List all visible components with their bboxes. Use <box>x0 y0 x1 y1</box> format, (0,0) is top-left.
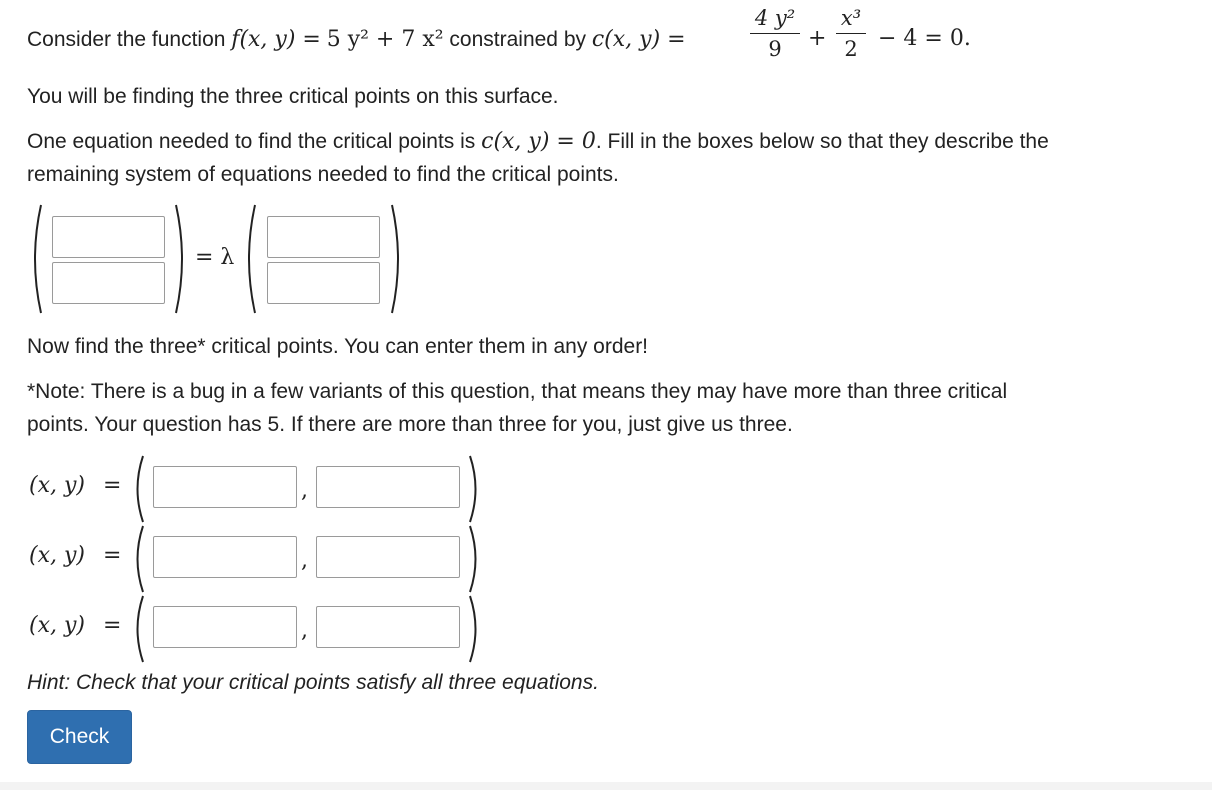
point-1-x-input[interactable] <box>153 466 297 508</box>
constraint-word: constrained by <box>449 28 587 51</box>
page-footer-strip <box>0 782 1212 790</box>
gradient-f-y-input[interactable] <box>52 262 165 304</box>
point-1-right-paren <box>466 454 484 524</box>
fraction-1 <box>750 5 800 62</box>
point-3-label: (x, y) <box>29 613 85 638</box>
constraint-tail: − 4 = 0. <box>878 26 971 51</box>
point-3-comma: , <box>301 618 308 643</box>
point-3-y-input[interactable] <box>316 606 460 648</box>
lambda-label: = λ <box>195 245 235 270</box>
point-2-x-input[interactable] <box>153 536 297 578</box>
left-paren-grad-f <box>27 203 45 315</box>
point-2-label: (x, y) <box>29 543 85 568</box>
hint-text: Hint: Check that your critical points satisfy all three equations. <box>27 671 599 694</box>
point-3-right-paren <box>466 594 484 664</box>
gradient-c-y-input[interactable] <box>267 262 380 304</box>
system-instruction-line2: remaining system of equations needed to find the critical points. <box>27 163 619 186</box>
intro-prefix: Consider the function <box>27 28 232 51</box>
function-rhs: 5 y² + 7 x² <box>326 27 444 52</box>
point-1-y-input[interactable] <box>316 466 460 508</box>
intro-text <box>27 26 686 54</box>
point-1-label: (x, y) <box>29 473 85 498</box>
point-1-comma: , <box>301 478 308 503</box>
function-lhs: f(x, y) = <box>231 27 321 52</box>
find-points-text: Now find the three* critical points. You can enter them in any order! <box>27 335 649 358</box>
system-instruction-suffix: . Fill in the boxes below so that they describe the <box>595 130 1049 153</box>
gradient-c-x-input[interactable] <box>267 216 380 258</box>
point-2-comma: , <box>301 548 308 573</box>
right-paren-grad-f <box>172 203 190 315</box>
point-3-left-paren <box>129 594 147 664</box>
fraction-1-denominator: 9 <box>768 37 782 61</box>
fraction-2-denominator: 2 <box>844 37 858 61</box>
instruction-text: You will be finding the three critical points on this surface. <box>27 85 559 108</box>
system-instruction-prefix: One equation needed to find the critical points is <box>27 130 482 153</box>
plus-sign: + <box>808 26 827 51</box>
constraint-equation: c(x, y) = 0 <box>481 129 596 154</box>
point-2-right-paren <box>466 524 484 594</box>
right-paren-grad-c <box>388 203 406 315</box>
point-1-left-paren <box>129 454 147 524</box>
gradient-f-x-input[interactable] <box>52 216 165 258</box>
point-2-y-input[interactable] <box>316 536 460 578</box>
point-1-equals: = <box>103 473 122 498</box>
system-instruction <box>27 128 1049 156</box>
fraction-2-numerator: x³ <box>840 6 862 30</box>
note-text-line2: points. Your question has 5. If there are more than three for you, just give us three. <box>27 413 793 436</box>
fraction-2 <box>836 5 866 62</box>
fraction-1-numerator: 4 y² <box>754 6 796 30</box>
point-3-equals: = <box>103 613 122 638</box>
point-3-x-input[interactable] <box>153 606 297 648</box>
check-button[interactable]: Check <box>27 710 132 764</box>
point-2-left-paren <box>129 524 147 594</box>
constraint-lhs: c(x, y) = <box>591 27 686 52</box>
left-paren-grad-c <box>241 203 259 315</box>
note-text: *Note: There is a bug in a few variants of this question, that means they may have more than three critical <box>27 380 1008 403</box>
point-2-equals: = <box>103 543 122 568</box>
